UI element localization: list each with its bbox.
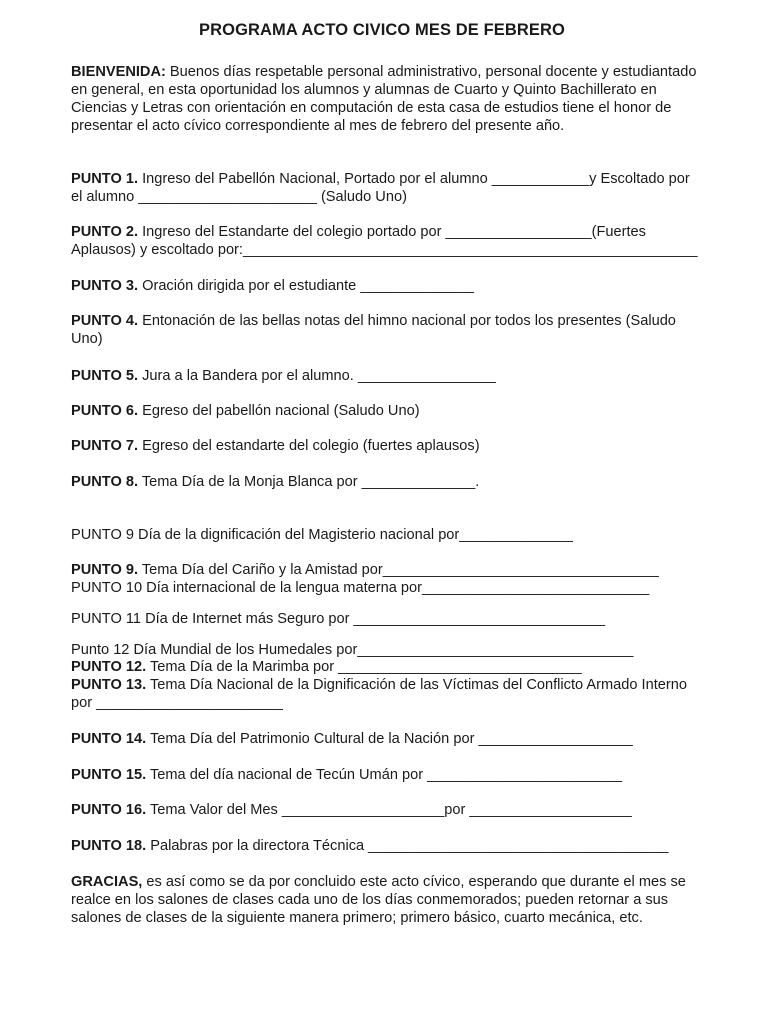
punto-13 (71, 676, 701, 712)
punto-10-text: PUNTO 10 Día internacional de la lengua materna por____________________________ (71, 580, 650, 596)
gracias-label: GRACIAS, (71, 874, 143, 890)
punto-12-humedales (71, 641, 701, 659)
punto-18-label: PUNTO 18. (71, 838, 147, 854)
gracias-paragraph (71, 873, 696, 927)
bienvenida-label: BIENVENIDA: (71, 64, 166, 80)
punto-13-text: Tema Día Nacional de la Dignificación de las Víctimas del Conflicto Armado Interno por _______________________ (71, 677, 687, 711)
punto-2-label: PUNTO 2. (71, 224, 139, 240)
punto-15-label: PUNTO 15. (71, 767, 147, 783)
punto-14-text: Tema Día del Patrimonio Cultural de la Nación por ___________________ (146, 731, 633, 747)
punto-4-text: Entonación de las bellas notas del himno nacional por todos los presentes (Saludo Uno) (71, 313, 676, 347)
bienvenida-text: Buenos días respetable personal administrativo, personal docente y estudiantado en general, en esta oportunidad los alumnos y alumnas de Cuarto y Quinto Bachillerato en Ciencias y Letras con orientación en computación de esta casa de estudios tiene el honor de presentar el acto cívico correspondiente al mes de febrero del presente año. (71, 64, 697, 134)
punto-11-text: PUNTO 11 Día de Internet más Seguro por _______________________________ (71, 611, 606, 627)
punto-1-label: PUNTO 1. (71, 171, 139, 187)
punto-3 (71, 277, 701, 295)
punto-1-text: Ingreso del Pabellón Nacional, Portado por el alumno ____________y Escoltado por el alumno ______________________ (Saludo Uno) (71, 171, 690, 205)
punto-9-label: PUNTO 9. (71, 562, 139, 578)
punto-15 (71, 766, 701, 784)
punto-16-text: Tema Valor del Mes ____________________por ____________________ (146, 802, 632, 818)
punto-12-humedales-text: Punto 12 Día Mundial de los Humedales por__________________________________ (71, 642, 634, 658)
punto-4 (71, 312, 701, 348)
punto-13-label: PUNTO 13. (71, 677, 147, 693)
punto-15-text: Tema del día nacional de Tecún Umán por ________________________ (146, 767, 622, 783)
punto-5-text: Jura a la Bandera por el alumno. _________________ (138, 368, 496, 384)
bienvenida-paragraph (71, 63, 701, 135)
punto-2-text: Ingreso del Estandarte del colegio portado por __________________(Fuertes Aplausos) y escoltado por:________________________________________________________ (71, 224, 698, 258)
punto-9-magisterio-text: PUNTO 9 Día de la dignificación del Magisterio nacional por______________ (71, 527, 573, 543)
punto-4-label: PUNTO 4. (71, 313, 139, 329)
gracias-text: es así como se da por concluido este acto cívico, esperando que durante el mes se realce en los salones de clases cada uno de los días conmemorados; pueden retornar a sus salones de clases de la siguiente manera primero; primero básico, cuarto mecánica, etc. (71, 874, 686, 926)
punto-5-label: PUNTO 5. (71, 368, 139, 384)
punto-5 (71, 367, 701, 385)
punto-6-text: Egreso del pabellón nacional (Saludo Uno) (138, 403, 420, 419)
punto-12-text: Tema Día de la Marimba por ______________________________ (146, 659, 582, 675)
punto-6 (71, 402, 701, 420)
punto-8-text: Tema Día de la Monja Blanca por ______________. (138, 474, 480, 490)
punto-1 (71, 170, 701, 206)
punto-8 (71, 473, 701, 491)
punto-18 (71, 837, 701, 855)
page-title: PROGRAMA ACTO CIVICO MES DE FEBRERO (199, 21, 565, 39)
punto-18-text: Palabras por la directora Técnica _____________________________________ (146, 838, 669, 854)
punto-9 (71, 561, 701, 579)
punto-14 (71, 730, 701, 748)
punto-8-label: PUNTO 8. (71, 474, 139, 490)
punto-3-text: Oración dirigida por el estudiante ______________ (138, 278, 474, 294)
punto-6-label: PUNTO 6. (71, 403, 139, 419)
punto-9-text: Tema Día del Cariño y la Amistad por__________________________________ (138, 562, 659, 578)
punto-16-label: PUNTO 16. (71, 802, 147, 818)
punto-9-magisterio (71, 526, 701, 544)
punto-3-label: PUNTO 3. (71, 278, 139, 294)
punto-7-text: Egreso del estandarte del colegio (fuertes aplausos) (138, 438, 480, 454)
punto-11 (71, 610, 701, 628)
punto-14-label: PUNTO 14. (71, 731, 147, 747)
punto-7-label: PUNTO 7. (71, 438, 139, 454)
punto-2 (71, 223, 711, 259)
punto-16 (71, 801, 701, 819)
punto-12 (71, 658, 701, 676)
punto-7 (71, 437, 701, 455)
punto-12-label: PUNTO 12. (71, 659, 147, 675)
punto-10 (71, 579, 701, 597)
